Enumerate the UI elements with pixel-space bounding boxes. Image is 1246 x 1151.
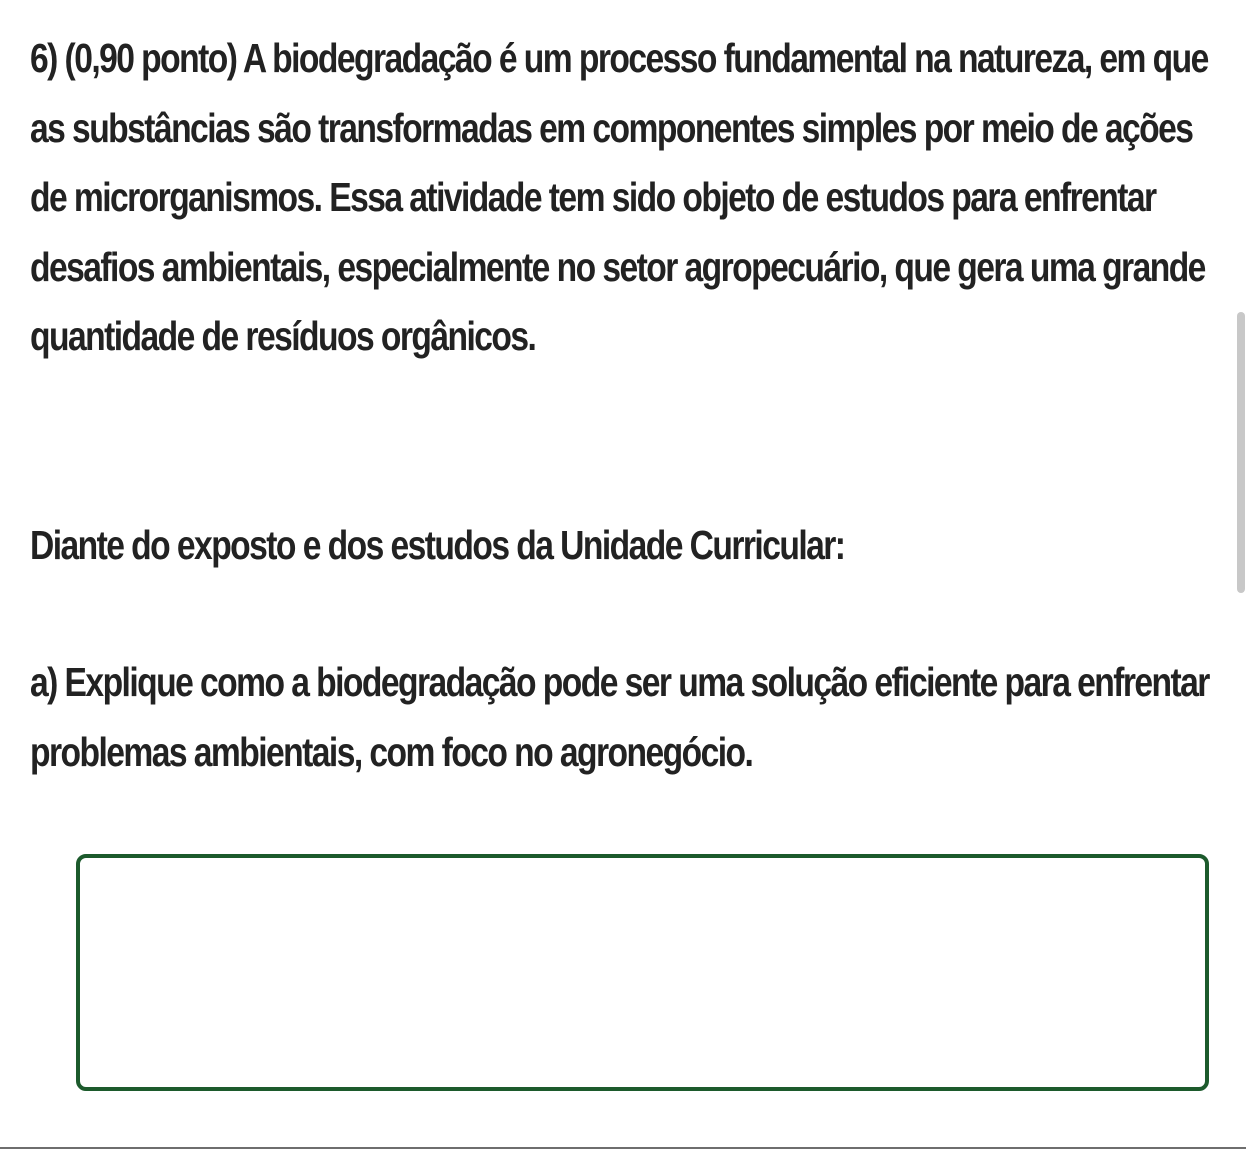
instruction-text: Diante do exposto e dos estudos da Unidade Curricular: [30,522,845,568]
bottom-divider [0,1147,1246,1149]
question-text: 6) (0,90 ponto) A biodegradação é um processo fundamental na natureza, em que as substâncias são transformadas em componentes simples por meio de ações de microrganismos. Essa atividade tem sido objeto de estudos para enfrentar desafios ambientais, especialmente no setor agropecuário, que gera uma grande quantidade de resíduos orgânicos. [30,35,1208,359]
scrollbar-thumb[interactable] [1237,312,1245,593]
answer-textbox[interactable] [76,854,1209,1091]
sub-question-a: a) Explique como a biodegradação pode ser uma solução eficiente para enfrentar problemas ambientais, com foco no agronegócio. [30,659,1209,775]
question-container [30,24,1222,372]
